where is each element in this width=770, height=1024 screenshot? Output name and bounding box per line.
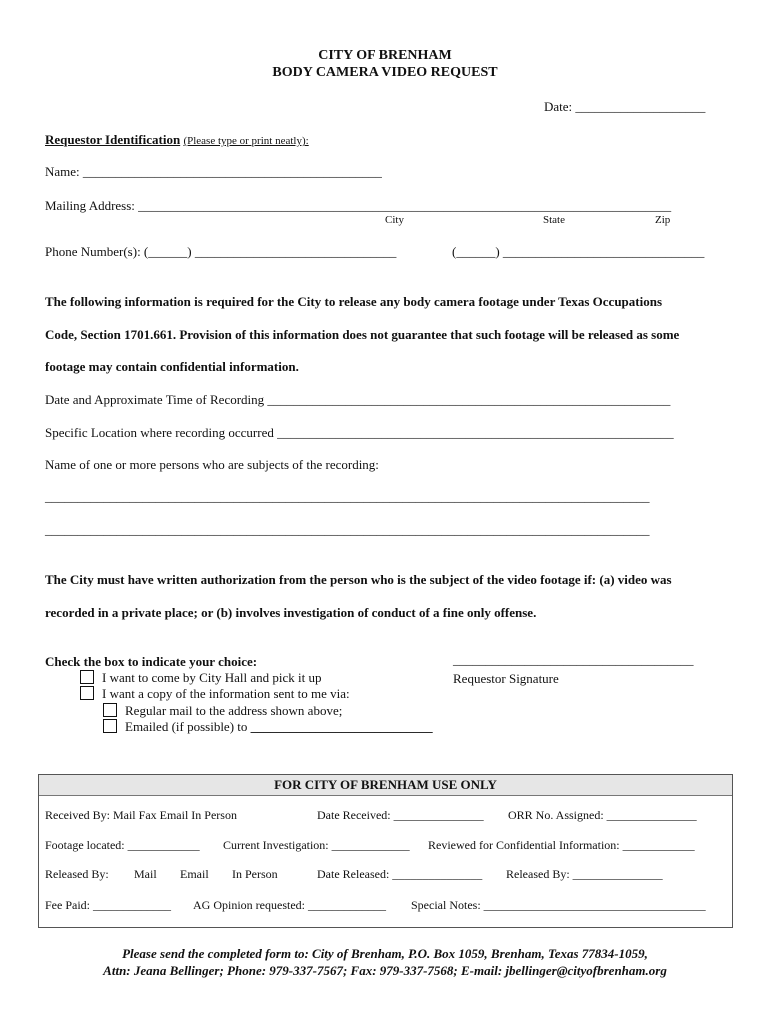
choice-heading: Check the box to indicate your choice:	[45, 654, 258, 669]
signature-field[interactable]: _____________________________________	[453, 652, 694, 667]
notice-line: footage may contain confidential information.	[45, 359, 299, 374]
requestor-section	[45, 132, 309, 148]
released-by-field[interactable]: Released By: _______________	[506, 867, 663, 881]
subjects-label: Name of one or more persons who are subjects of the recording:	[45, 457, 379, 472]
mailing-address-field[interactable]: Mailing Address: __________________________________________________________________________________	[45, 198, 672, 213]
option-pickup-label: I want to come by City Hall and pick it up	[102, 670, 322, 685]
recording-location-field[interactable]: Specific Location where recording occurred _____________________________________________________________	[45, 425, 674, 440]
city-title: CITY OF BRENHAM	[318, 48, 452, 63]
reviewed-confidential-field[interactable]: Reviewed for Confidential Information: ____________	[428, 838, 695, 852]
orr-number-field[interactable]: ORR No. Assigned: _______________	[508, 808, 697, 822]
option-mail-label: Regular mail to the address shown above;	[125, 703, 343, 718]
notice-line: The following information is required for the City to release any body camera footage under Texas Occupations	[45, 294, 663, 309]
authorization-notice-line: recorded in a private place; or (b) involves investigation of conduct of a fine only offense.	[45, 605, 537, 620]
special-notes-field[interactable]: Special Notes: _____________________________________	[411, 898, 706, 912]
released-by-label: Released By:	[45, 867, 109, 881]
authorization-notice-line: The City must have written authorization from the person who is the subject of the video footage if: (a) video was	[45, 572, 672, 587]
copy-checkbox[interactable]	[80, 686, 94, 700]
option-pickup[interactable]	[80, 670, 322, 686]
received-by-field[interactable]: Received By: Mail Fax Email In Person	[45, 808, 237, 822]
released-in-person-option[interactable]: In Person	[232, 867, 278, 881]
footer-line: Attn: Jeana Bellinger; Phone: 979-337-7567; Fax: 979-337-7568; E-mail: jbellinger@cityofbrenham.org	[103, 963, 667, 978]
email-checkbox[interactable]	[103, 719, 117, 733]
date-released-field[interactable]: Date Released: _______________	[317, 867, 483, 881]
subjects-line-1[interactable]: _____________________________________________________________________________________________	[45, 489, 650, 504]
option-copy[interactable]	[80, 686, 350, 702]
email-address-field[interactable]: ____________________________	[250, 719, 433, 734]
name-field[interactable]: Name: ______________________________________________	[45, 164, 382, 179]
signature-label: Requestor Signature	[453, 671, 559, 686]
date-received-field[interactable]: Date Received: _______________	[317, 808, 484, 822]
notice-line: Code, Section 1701.661. Provision of this information does not guarantee that such footage will be released as some	[45, 327, 680, 342]
recording-date-time-field[interactable]: Date and Approximate Time of Recording ______________________________________________________________	[45, 392, 671, 407]
office-use-heading: FOR CITY OF BRENHAM USE ONLY	[39, 775, 732, 796]
released-mail-option[interactable]: Mail	[134, 867, 157, 881]
option-mail[interactable]	[103, 703, 342, 719]
option-email[interactable]	[103, 719, 433, 735]
mail-checkbox[interactable]	[103, 703, 117, 717]
zip-caption: Zip	[655, 214, 671, 226]
current-investigation-field[interactable]: Current Investigation: _____________	[223, 838, 410, 852]
footage-located-field[interactable]: Footage located: ____________	[45, 838, 200, 852]
ag-opinion-field[interactable]: AG Opinion requested: _____________	[193, 898, 386, 912]
option-copy-label: I want a copy of the information sent to me via:	[102, 686, 350, 701]
fee-paid-field[interactable]: Fee Paid: _____________	[45, 898, 171, 912]
option-email-label: Emailed (if possible) to	[125, 719, 248, 734]
released-email-option[interactable]: Email	[180, 867, 209, 881]
requestor-heading: Requestor Identification	[45, 132, 181, 147]
footer-line: Please send the completed form to: City of Brenham, P.O. Box 1059, Brenham, Texas 77834-1059,	[122, 946, 648, 961]
requestor-heading-note: (Please type or print neatly):	[183, 135, 309, 147]
date-field[interactable]: Date: ____________________	[544, 99, 706, 114]
subjects-line-2[interactable]: _____________________________________________________________________________________________	[45, 522, 650, 537]
phone-field-2[interactable]: (______) _______________________________	[452, 244, 705, 259]
phone-field-1[interactable]: Phone Number(s): (______) _______________________________	[45, 244, 397, 259]
pickup-checkbox[interactable]	[80, 670, 94, 684]
city-caption: City	[385, 214, 404, 226]
form-title: BODY CAMERA VIDEO REQUEST	[272, 65, 498, 80]
state-caption: State	[543, 214, 565, 226]
